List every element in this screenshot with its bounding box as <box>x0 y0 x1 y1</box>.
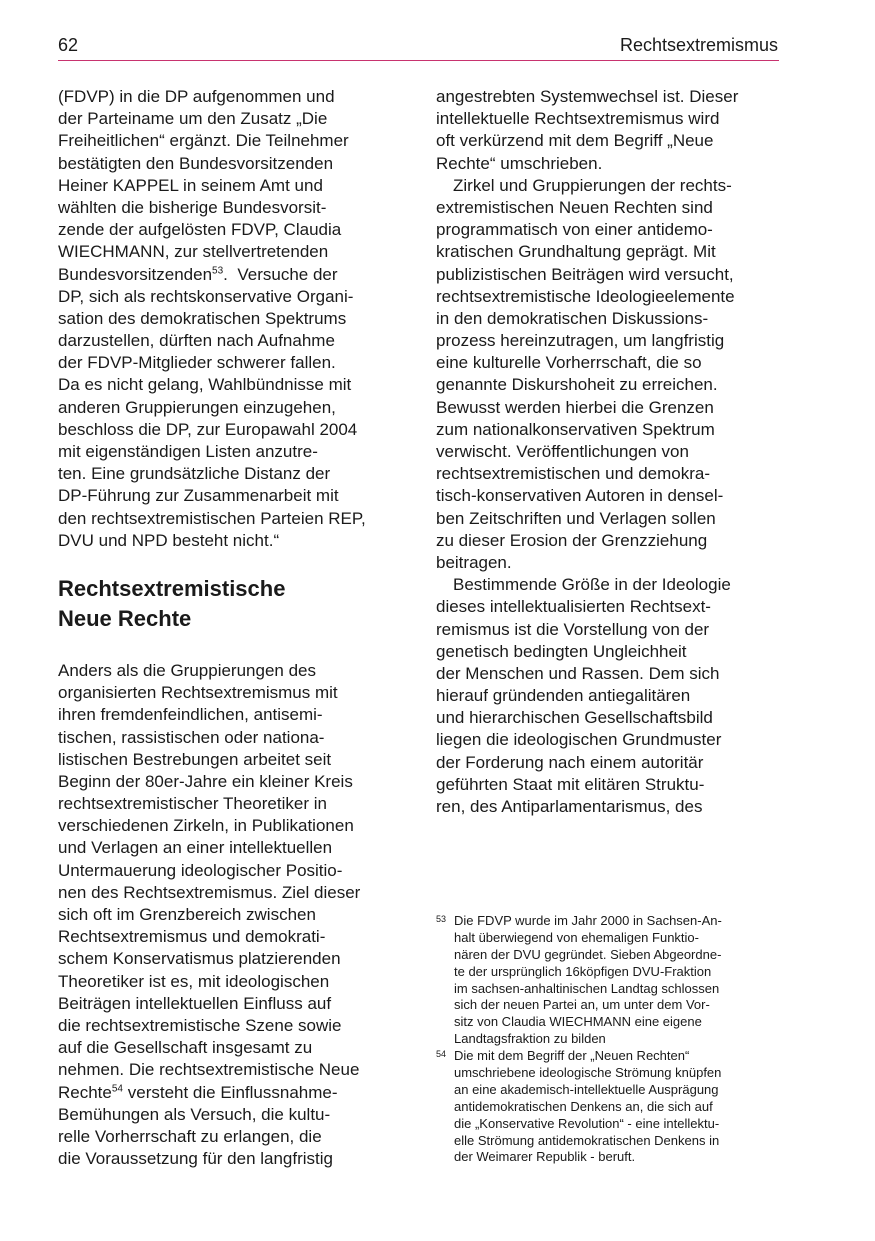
text-line: kratischen Grundhaltung geprägt. Mit <box>436 242 716 262</box>
footnote-line: im sachsen-anhaltinischen Landtag schlossen <box>454 980 720 996</box>
text-line: verwischt. Veröffentlichungen von <box>436 442 689 461</box>
text-line <box>58 1082 403 1104</box>
paragraph-fdvp <box>58 86 403 552</box>
text-line: sich oft im Grenzbereich zwischen <box>58 905 316 924</box>
text-line: zum nationalkonservativen Spektrum <box>436 419 715 439</box>
text-line: liegen die ideologischen Grundmuster <box>436 730 722 750</box>
text-line: DP, sich als rechtskonservative Organi- <box>58 286 354 306</box>
text-line: nen des Rechtsextremismus. Ziel dieser <box>58 882 361 902</box>
text-line: Bundesvorsitzenden$^{53}$. Versuche der <box>58 264 338 284</box>
text-line: anderen Gruppierungen einzugehen, <box>58 397 336 417</box>
footnote-line: halt überwiegend von ehemaligen Funktio- <box>454 929 699 945</box>
text-line: Rechtsextremismus und demokrati- <box>58 927 326 947</box>
page-number: 62 <box>58 35 79 55</box>
text-line: DVU und NPD besteht nicht.“ <box>58 530 280 550</box>
footnote-number: 54 <box>436 1049 447 1060</box>
text-line: ten. Eine grundsätzliche Distanz der <box>58 464 331 484</box>
text-line: relle Vorherrschaft zu erlangen, die <box>58 1126 322 1146</box>
left-column <box>58 86 403 1170</box>
text-line: rechtsextremistische Ideologieelemente <box>436 286 735 306</box>
text-line: zu dieser Erosion der Grenzziehung <box>436 530 708 550</box>
text-line: und Verlagen an einer intellektuellen <box>58 838 333 858</box>
text-line: mit eigenständigen Listen anzutre- <box>58 442 318 461</box>
footnote-line: sitz von Claudia WIECHMANN eine eigene <box>454 1014 702 1030</box>
text-line: schem Konservatismus platzierenden <box>58 949 341 969</box>
text-line: Da es nicht gelang, Wahlbündnisse mit <box>58 375 352 395</box>
text-line: nehmen. Die rechtsextremistische Neue <box>58 1060 360 1080</box>
footnote-line: der Weimarer Republik - beruft. <box>454 1149 636 1165</box>
text-line: zende der aufgelösten FDVP, Claudia <box>58 220 342 240</box>
text-line: sation des demokratischen Spektrums <box>58 308 347 328</box>
text-line: genannte Diskurshoheit zu erreichen. <box>436 375 718 395</box>
text-line: Rechte“ umschrieben. <box>436 153 603 173</box>
footnote-54 <box>436 1048 781 1166</box>
text-line: ihren fremdenfeindlichen, antisemi- <box>58 705 323 725</box>
footnote-line: elle Strömung antidemokratischen Denkens in <box>454 1132 720 1148</box>
text-line: dieses intellektualisierten Rechtsext- <box>436 597 711 617</box>
text-line: hierauf gründenden antiegalitären <box>436 686 691 706</box>
text-line: der Forderung nach einem autoritär <box>436 752 704 772</box>
text-line: angestrebten Systemwechsel ist. Dieser <box>436 87 739 106</box>
text-line: remismus ist die Vorstellung von der <box>436 619 710 639</box>
footnote-53 <box>436 913 781 1048</box>
footnote-line: sich der neuen Partei an, um unter dem Vor- <box>454 997 710 1013</box>
text-line: verschiedenen Zirkeln, in Publikationen <box>58 816 354 836</box>
text-line: geführten Staat mit elitären Struktu- <box>436 774 705 794</box>
text-line: bestätigten den Bundesvorsitzenden <box>58 153 334 173</box>
text-line: Zirkel und Gruppierungen der rechts- <box>453 175 732 195</box>
text-line: organisierten Rechtsextremismus mit <box>58 683 338 703</box>
footnote-line: Die mit dem Begriff der „Neuen Rechten“ <box>454 1048 690 1064</box>
text-line: listischen Bestrebungen arbeitet seit <box>58 749 332 769</box>
heading-line: Rechtsextremistische <box>58 575 286 601</box>
text-line: programmatisch von einer antidemo- <box>436 220 713 240</box>
footnote-line: te der ursprünglich 16köpfigen DVU-Fraktion <box>454 963 712 979</box>
text-line: Bestimmende Größe in der Ideologie <box>453 575 731 595</box>
footnote-line: antidemokratischen Denkens an, die sich auf <box>454 1098 713 1114</box>
footnote-ref-54[interactable]: 54 <box>111 1082 123 1094</box>
header-rule <box>58 60 779 61</box>
text-line: auf die Gesellschaft insgesamt zu <box>58 1038 313 1058</box>
footnote-line: Die FDVP wurde im Jahr 2000 in Sachsen-An- <box>454 913 722 928</box>
text-line: Beiträgen intellektuellen Einfluss auf <box>58 993 332 1013</box>
footnote-ref-53[interactable]: 53 <box>212 264 224 276</box>
text-line: prozess hereinzutragen, um langfristig <box>436 331 725 351</box>
text-line: Anders als die Gruppierungen des <box>58 660 316 680</box>
text-line: intellektuelle Rechtsextremismus wird <box>436 109 720 129</box>
text-line: der FDVP-Mitglieder schwerer fallen. <box>58 353 336 373</box>
text-line: tischen, rassistischen oder nationa- <box>58 727 325 747</box>
text-line: die rechtsextremistische Szene sowie <box>58 1015 342 1035</box>
text-line: ren, des Antiparlamentarismus, des <box>436 797 703 816</box>
text-line: Bewusst werden hierbei die Grenzen <box>436 397 714 417</box>
text-line: den rechtsextremistischen Parteien REP, <box>58 508 366 528</box>
text-line: rechtsextremistischer Theoretiker in <box>58 794 327 814</box>
text-line: der Menschen und Rassen. Dem sich <box>436 663 720 683</box>
footnote-line: umschriebene ideologische Strömung knüpfen <box>454 1065 722 1081</box>
line-rest: Versuche der <box>237 264 338 284</box>
text-line: wählten die bisherige Bundesvorsit- <box>58 197 327 217</box>
text-line: tisch-konservativen Autoren in densel- <box>436 486 724 506</box>
text-line: Freiheitlichen“ ergänzt. Die Teilnehmer <box>58 131 349 151</box>
text-line: extremistischen Neuen Rechten sind <box>436 197 713 217</box>
text-line: und hierarchischen Gesellschaftsbild <box>436 708 713 728</box>
text-line: (FDVP) in die DP aufgenommen und <box>58 87 335 106</box>
text-line: oft verkürzend mit dem Begriff „Neue <box>436 131 714 151</box>
word-rechte: Rechte <box>58 1082 112 1102</box>
text-line: publizistischen Beiträgen wird versucht, <box>436 264 734 284</box>
text-line: genetisch bedingten Ungleichheit <box>436 641 687 661</box>
footnote-line: an eine akademisch-intellektuelle Ausprägung <box>454 1081 719 1097</box>
text-line: Theoretiker ist es, mit ideologischen <box>58 971 330 991</box>
text-line: WIECHMANN, zur stellvertretenden <box>58 242 329 262</box>
text-line: eine kulturelle Vorherrschaft, die so <box>436 353 702 373</box>
heading-line: Neue Rechte <box>58 605 192 631</box>
paragraph-neue-rechte <box>58 660 403 1170</box>
text-line: DP-Führung zur Zusammenarbeit mit <box>58 486 339 506</box>
running-head: Rechtsextremismus <box>619 35 778 55</box>
right-column <box>436 86 784 818</box>
text-line: rechtsextremistischen und demokra- <box>436 464 711 484</box>
footnote-line: Landtagsfraktion zu bilden <box>454 1031 606 1047</box>
footnotes <box>436 913 781 1166</box>
text-line: Bemühungen als Versuch, die kultu- <box>58 1104 331 1124</box>
footnote-line: die „Konservative Revolution“ - eine intellektu- <box>454 1115 720 1131</box>
footnote-line: nären der DVU gegründet. Sieben Abgeordne- <box>454 946 722 962</box>
text-line: ben Zeitschriften und Verlagen sollen <box>436 508 716 528</box>
text-line: Untermauerung ideologischer Positio- <box>58 860 343 880</box>
text-line: Heiner KAPPEL in seinem Amt und <box>58 175 323 195</box>
footnote-number: 53 <box>436 914 447 924</box>
text-line: Beginn der 80er-Jahre ein kleiner Kreis <box>58 771 353 791</box>
text-line: der Parteiname um den Zusatz „Die <box>58 109 328 129</box>
line-rest: versteht die Einflussnahme- <box>127 1082 338 1102</box>
text-line: beschloss die DP, zur Europawahl 2004 <box>58 419 358 439</box>
text-line: beitragen. <box>436 552 512 572</box>
text-line: die Voraussetzung für den langfristig <box>58 1149 334 1169</box>
text-line: darzustellen, dürften nach Aufnahme <box>58 331 335 351</box>
section-heading <box>58 574 403 634</box>
word-bundesvorsitzenden: Bundesvorsitzenden <box>58 264 213 284</box>
text-line: in den demokratischen Diskussions- <box>436 308 709 328</box>
